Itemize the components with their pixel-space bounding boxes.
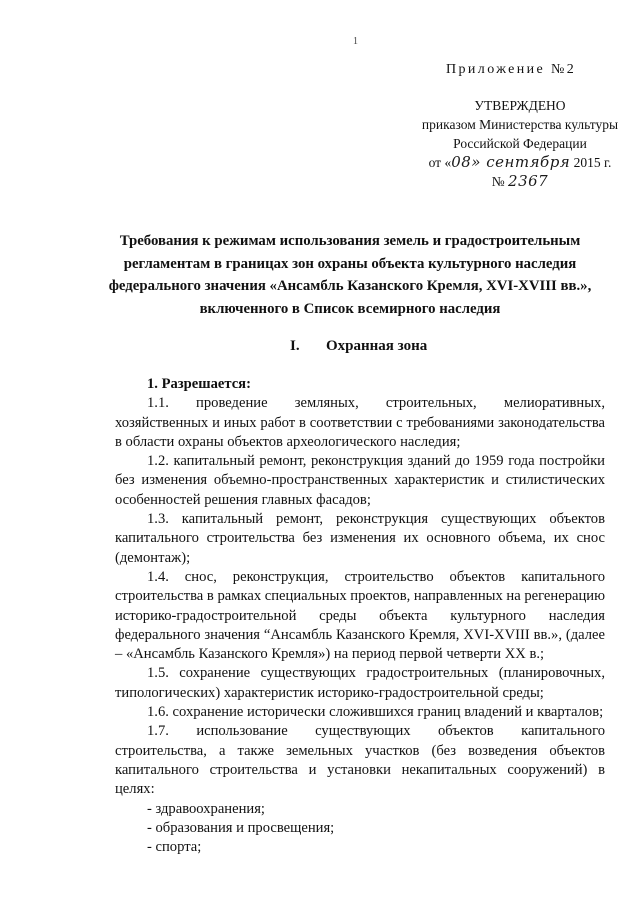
approval-order-line: приказом Министерства культуры [421, 117, 619, 132]
list-item-education: - образования и просвещения; [147, 819, 335, 836]
approval-heading: УТВЕРЖДЕНО [474, 98, 566, 113]
title-line-2: регламентам в границах зон охраны объекта культурного наследия [123, 255, 577, 272]
handwritten-date: 08» сентября [451, 153, 571, 171]
number-prefix: № [491, 174, 509, 189]
handwritten-number: 2367 [508, 172, 549, 190]
clause-1-5: 1.5. сохранение существующих градостроительных (планировочных, типологических) характеристик историко-градостроительной среды; [115, 665, 605, 701]
list-item-sport: - спорта; [147, 839, 202, 856]
clause-1-4: 1.4. снос, реконструкция, строительство объектов капитального строительства в рамках специальных проектов, направленных на регенерацию историко-градостроительной среды объекта культурного наследия федерального значения “Ансамбль Казанского Кремля, XVI-XVIII вв.», (далее – «Ансамбль Казанского Кремля») на период первой четверти XX в.; [115, 568, 605, 663]
approval-block [418, 96, 622, 191]
appendix-label: Приложение №2 [446, 62, 577, 77]
date-year: 2015 г. [570, 155, 612, 170]
clause-lead: 1. Разрешается: [147, 376, 251, 392]
section-number: I. [290, 338, 300, 354]
clause-1-6: 1.6. сохранение исторически сложившихся границ владений и кварталов; [147, 704, 604, 721]
list-item-healthcare: - здравоохранения; [147, 800, 265, 817]
content-body [115, 375, 605, 857]
clause-1-1: 1.1. проведение земляных, строительных, мелиоративных, хозяйственных и иных работ в соответствии с требованиями законодательства в области охраны объектов археологического наследия; [115, 395, 605, 450]
date-prefix: от « [428, 155, 452, 170]
approval-number-line [418, 172, 622, 191]
title-line-4: включенного в Список всемирного наследия [199, 300, 501, 317]
title-line-1: Требования к режимам использования земель и градостроительным [119, 233, 581, 249]
title-line-3: федерального значения «Ансамбль Казанского Кремля, XVI-XVIII вв.», [108, 278, 592, 294]
approval-ministry-line: Российской Федерации [453, 136, 587, 151]
clause-1-2: 1.2. капитальный ремонт, реконструкция зданий до 1959 года постройки без изменения объемно-пространственных характеристик и стилистических особенностей решения главных фасадов; [115, 453, 605, 508]
clause-1-3: 1.3. капитальный ремонт, реконструкция существующих объектов капитального строительства без изменения их основного объема, их снос (демонтаж); [115, 511, 605, 566]
approval-date-line [418, 153, 622, 172]
document-title [106, 230, 594, 320]
clause-1-7: 1.7. использование существующих объектов капитального строительства, а также земельных участков (без возведения объектов капитального строительства и установки некапитальных сооружений) в целях: [115, 723, 605, 798]
page-number: 1 [353, 36, 358, 47]
section-title: Охранная зона [326, 338, 428, 354]
section-heading [290, 338, 427, 355]
